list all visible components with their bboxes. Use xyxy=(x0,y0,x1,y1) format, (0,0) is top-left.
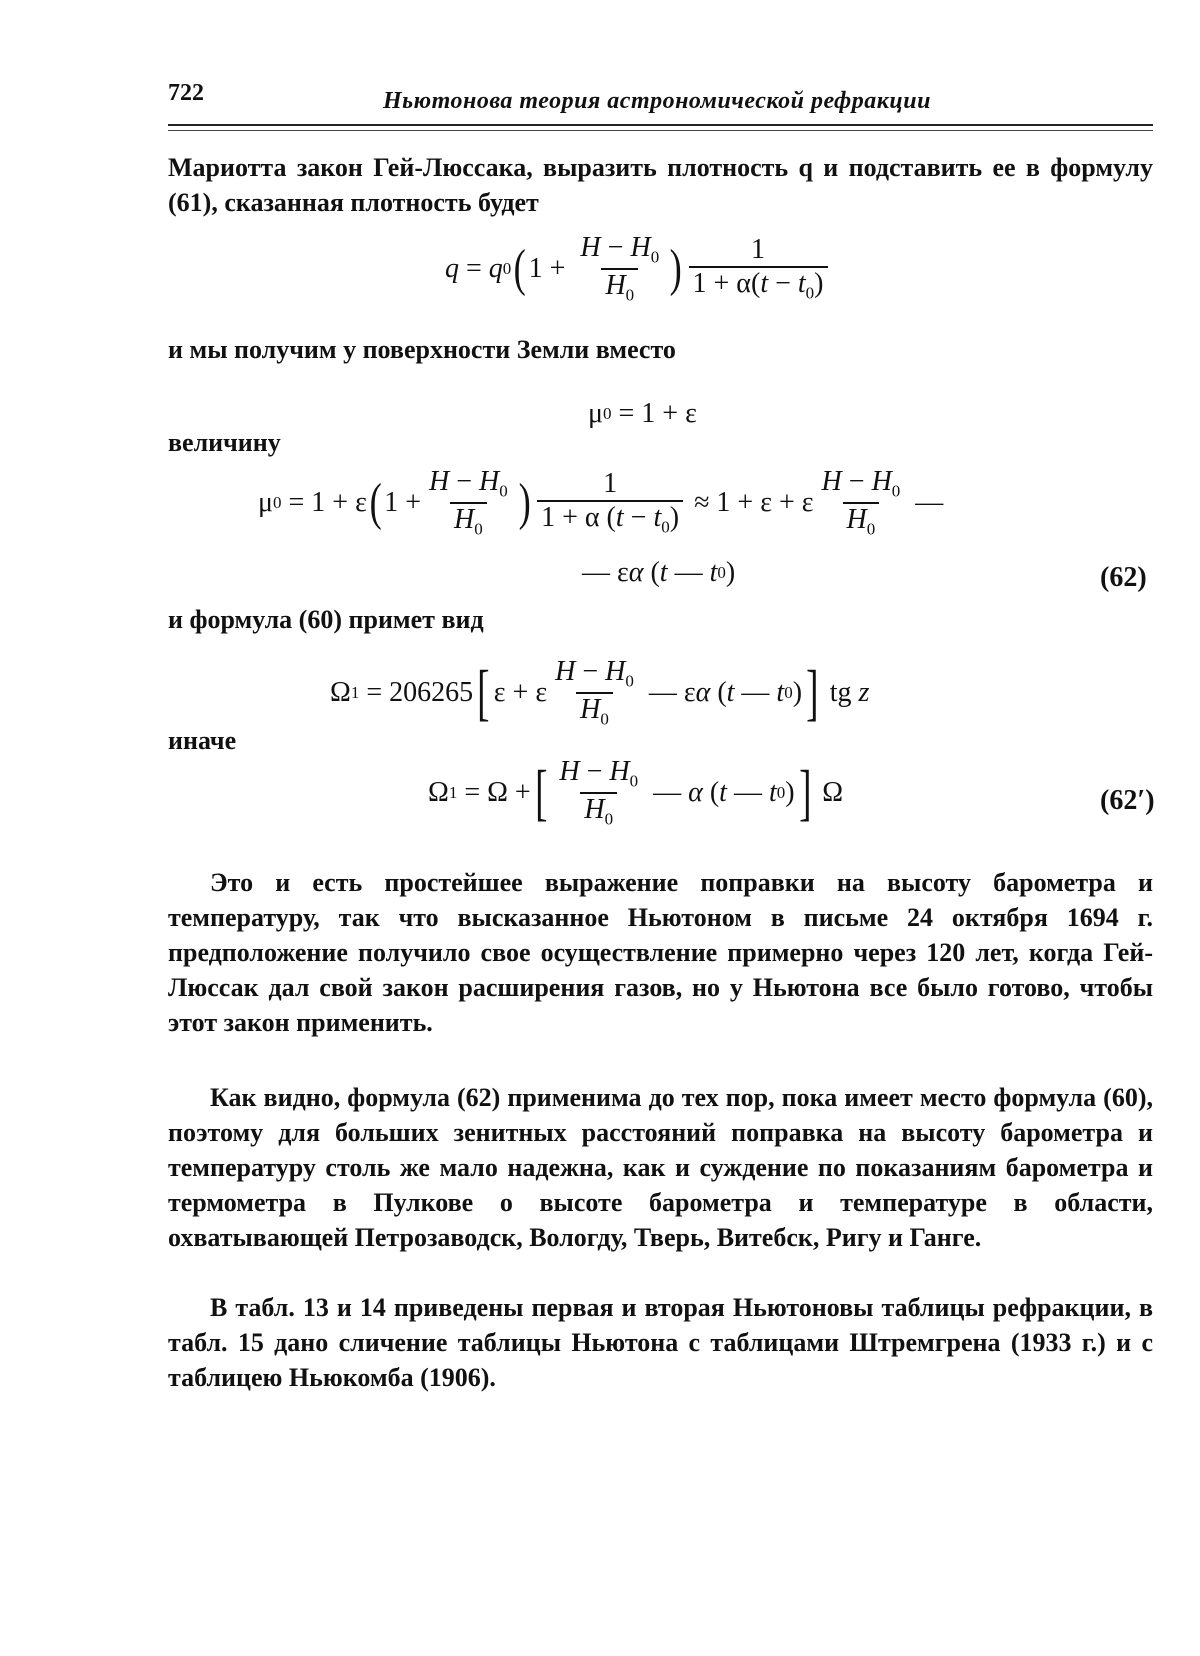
page-header xyxy=(168,74,1153,134)
paragraph-tables: В табл. 13 и 14 приведены первая и вторая Ньютоновы таблицы рефракции, в табл. 15 дано сличение таблицы Ньютона с таблицами Штремгрена (1933 г.) и с таблицею Ньюкомба (1906). xyxy=(168,1293,1153,1392)
running-title: Ньютонова теория астрономической рефракции xyxy=(383,88,931,114)
page-number: 722 xyxy=(168,80,204,106)
mu0-formula: μ 0 = 1 + ε xyxy=(588,398,697,429)
intro-paragraph: Мариотта закон Гей-Люссака, выразить плотность q и подставить ее в формулу (61), сказанная плотность будет xyxy=(168,153,1153,217)
equation-number-62-prime: (62′) xyxy=(1100,785,1155,816)
omega1-alt-formula: Ω 1 = Ω + [ $\frac{H - H_0}{H_0}$ — α ( t — t 0 ) ] Ω xyxy=(428,756,844,829)
density-formula: q = q 0 ( 1 + $\frac{H - H_0}{H_0}$ ) $\frac{1}{1 + \alpha(t - t_0)}$ xyxy=(445,232,832,305)
mu0-expanded-formula: μ 0 = 1 + ε ( 1 + $\frac{H - H_0}{H_0}$ ) $\frac{1}{1 + \alpha (t - t_0)}$ ≈ 1 + ε + ε $\frac{H - H_0}{H_0}$ — xyxy=(258,466,944,539)
paragraph-applicability: Как видно, формула (62) применима до тех пор, пока имеет место формула (60), поэтому для больших зенитных расстояний поправка на высоту барометра и температуру столь же мало надежна, как и суждение по показаниям барометра и термометра в Пулкове о высоте барометра и температуре в области, охватывающей Петрозаводск, Вологду, Тверь, Витебск, Ригу и Ганге. xyxy=(168,1083,1153,1252)
equation-number-62: (62) xyxy=(1100,562,1147,593)
paragraph-simplest-expression: Это и есть простейшее выражение поправки на высоту барометра и температуру, так что высказанное Ньютоном в письме 24 октября 1694 г. предположение получило свое осуществление примерно через 120 лет, когда Гей-Люссак дал свой закон расширения газов, но у Ньютона все было готово, чтобы этот закон применить. xyxy=(168,868,1153,1037)
omega1-formula: Ω 1 = 206265 [ ε + ε $\frac{H - H_0}{H_0}$ — ε α ( t — t 0 ) ] tg z xyxy=(330,656,870,729)
surface-label: и мы получим у поверхности Земли вместо xyxy=(168,335,676,364)
value-label: величину xyxy=(168,428,281,457)
formula60-label: и формула (60) примет вид xyxy=(168,605,484,634)
header-rule xyxy=(168,124,1153,126)
omega-coefficient: 206265 xyxy=(389,676,474,708)
header-rule-thin xyxy=(168,130,1153,131)
mu0-continuation: — ε α ( t — t 0 ) xyxy=(582,557,736,588)
otherwise-label: иначе xyxy=(168,726,237,755)
